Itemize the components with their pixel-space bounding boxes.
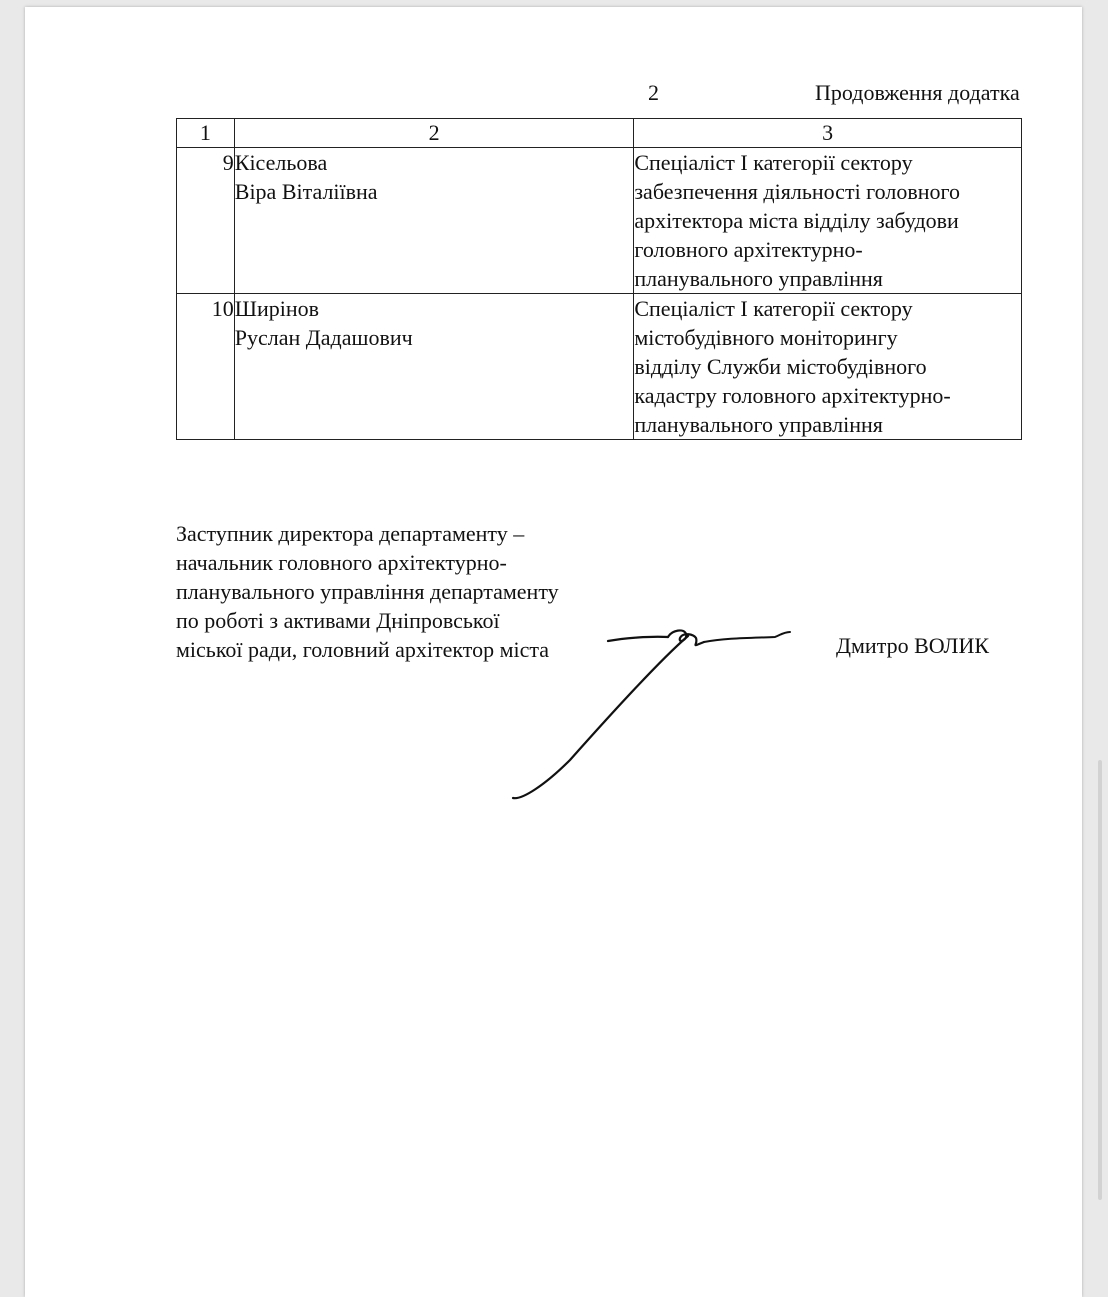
position-line: Спеціаліст І категорії сектору: [634, 296, 913, 321]
employee-name: [234, 148, 634, 294]
signatory-title-line: начальник головного архітектурно-: [176, 550, 507, 575]
signatory-title-line: міської ради, головний архітектор міста: [176, 637, 550, 662]
position-line: відділу Служби містобудівного: [634, 354, 927, 379]
position-line: забезпечення діяльності головного: [634, 179, 960, 204]
page-number: 2: [648, 80, 659, 105]
surname: Ширінов: [234, 296, 320, 321]
position-line: головного архітектурно-: [634, 237, 863, 262]
employee-name: [234, 294, 634, 440]
position-line: планувального управління: [634, 266, 883, 291]
column-header-1: 1: [177, 119, 235, 148]
signatory-title-line: Заступник директора департаменту –: [176, 521, 525, 546]
table-header-row: [177, 119, 1022, 148]
position-line: архітектора міста відділу забудови: [634, 208, 959, 233]
table-row: [177, 148, 1022, 294]
position-line: планувального управління: [634, 412, 883, 437]
given-names: Руслан Дадашович: [234, 325, 413, 350]
position-line: Спеціаліст І категорії сектору: [634, 150, 913, 175]
position-line: містобудівного моніторингу: [634, 325, 898, 350]
continuation-label: Продовження додатка: [815, 80, 1020, 105]
signer-name: Дмитро ВОЛИК: [836, 633, 990, 658]
employee-position: [634, 294, 1022, 440]
handwritten-signature: [500, 620, 830, 810]
employee-position: [634, 148, 1022, 294]
given-names: Віра Віталіївна: [234, 179, 378, 204]
appendix-table: [176, 118, 1022, 440]
signatory-title-line: планувального управління департаменту: [176, 579, 559, 604]
column-header-3: 3: [634, 119, 1022, 148]
position-line: кадастру головного архітектурно-: [634, 383, 951, 408]
scrollbar[interactable]: [1098, 760, 1102, 1200]
signatory-title-line: по роботі з активами Дніпровської: [176, 608, 500, 633]
row-number: 10: [177, 294, 235, 440]
row-number: 9: [177, 148, 235, 294]
surname: Кісельова: [234, 150, 328, 175]
table-row: [177, 294, 1022, 440]
column-header-2: 2: [234, 119, 634, 148]
